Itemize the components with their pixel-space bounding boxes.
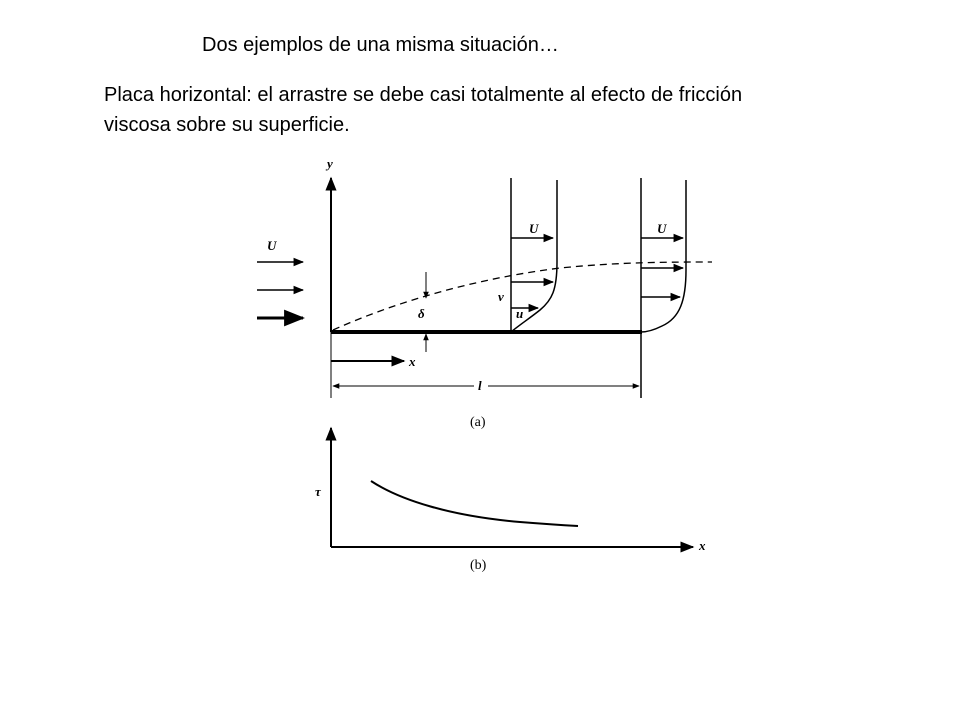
free-stream-label: U (267, 238, 277, 253)
length-label: l (478, 378, 482, 393)
tau-axis-label: τ (315, 484, 321, 499)
shear-stress-curve (371, 481, 578, 526)
figure-a-caption: (a) (470, 415, 486, 430)
description-line-2: viscosa sobre su superficie. (104, 114, 350, 136)
x-axis-label-b: x (699, 538, 706, 553)
figure-a (257, 156, 712, 430)
profile-2-top-label: U (657, 221, 667, 236)
profile-1-top-label: U (529, 221, 539, 236)
v-label: v (498, 289, 504, 304)
x-axis-label-a: x (409, 354, 416, 369)
u-label: u (516, 306, 524, 321)
figure-b-caption: (b) (470, 558, 487, 573)
description-line-1: Placa horizontal: el arrastre se debe casi totalmente al efecto de fricción (104, 84, 743, 106)
y-axis-label-a: y (327, 156, 333, 171)
slide-title: Dos ejemplos de una misma situación… (202, 34, 559, 56)
profile-2-curve (641, 180, 686, 332)
figure-b (315, 428, 706, 573)
delta-label: δ (418, 306, 425, 321)
